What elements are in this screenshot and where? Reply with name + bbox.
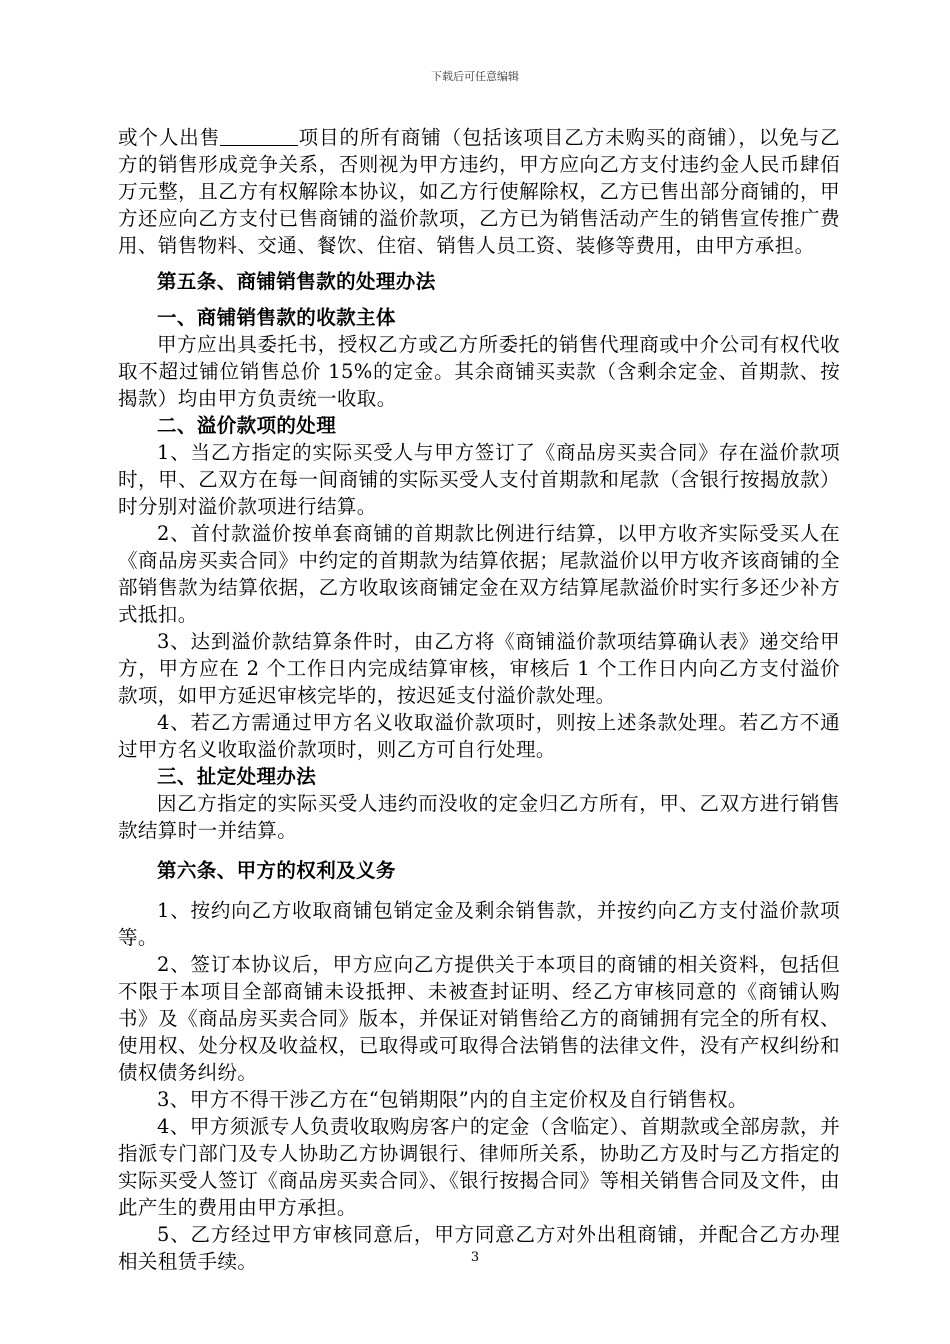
paragraph-continuation — [118, 124, 840, 259]
paragraph: 4、甲方须派专人负责收取购房客户的定金（含临定）、首期款或全部房款，并指派专门部门及专人协助乙方协调银行、律师所关系，协助乙方及时与乙方指定的实际买受人签订《商品房买卖合同》、《银行按揭合同》等相关销售合同及文件，由此产生的费用由甲方承担。 — [118, 1115, 840, 1219]
paragraph: 2、首付款溢价按单套商铺的首期款比例进行结算，以甲方收齐实际受买人在《商品房买卖合同》中约定的首期款为结算依据；尾款溢价以甲方收齐该商铺的全部销售款为结算依据，乙方收取该商铺定金在双方结算尾款溢价时实行多还少补方式抵扣。 — [118, 522, 840, 626]
paragraph: 1、当乙方指定的实际买受人与甲方签订了《商品房买卖合同》存在溢价款项时，甲、乙双方在每一间商铺的实际买受人支付首期款和尾款（含银行按揭放款）时分别对溢价款项进行结算。 — [118, 441, 840, 518]
document-body — [118, 124, 840, 1275]
fill-in-blank — [220, 127, 298, 146]
paragraph: 因乙方指定的实际买受人违约而没收的定金归乙方所有，甲、乙双方进行销售款结算时一并结算。 — [118, 792, 840, 842]
paragraph: 2、签订本协议后，甲方应向乙方提供关于本项目的商铺的相关资料，包括但不限于本项目全部商铺未设抵押、未被查封证明、经乙方审核同意的《商铺认购书》及《商品房买卖合同》版本，并保证对销售给乙方的商铺拥有完全的所有权、使用权、处分权及收益权，已取得或可取得合法销售的法律文件，没有产权纠纷和债权债务纠纷。 — [118, 953, 840, 1084]
article-heading-5: 第五条、商铺销售款的处理办法 — [157, 270, 436, 293]
paragraph-text: 项目的所有商铺（包括该项目乙方未购买的商铺），以免与乙方的销售形成竞争关系，否则视为甲方违约，甲方应向乙方支付违约金人民币肆佰万元整，且乙方有权解除本协议，如乙方行使解除权，乙方已售出部分商铺的，甲方还应向乙方支付已售商铺的溢价款项，乙方已为销售活动产生的销售宣传推广费用、销售物料、交通、餐饮、住宿、销售人员工资、装修等费用，由甲方承担。 — [118, 126, 840, 257]
paragraph: 3、达到溢价款结算条件时，由乙方将《商铺溢价款项结算确认表》递交给甲方，甲方应在 2 个工作日内完成结算审核，审核后 1 个工作日内向乙方支付溢价款项，如甲方延迟审核完毕的，按迟延支付溢价款处理。 — [118, 630, 840, 707]
paragraph: 4、若乙方需通过甲方名义收取溢价款项时，则按上述条款处理。若乙方不通过甲方名义收取溢价款项时，则乙方可自行处理。 — [118, 711, 840, 761]
section-heading-3: 三、扯定处理办法 — [157, 765, 317, 788]
paragraph: 5、乙方经过甲方审核同意后，甲方同意乙方对外出租商铺，并配合乙方办理相关租赁手续。 — [118, 1223, 840, 1273]
paragraph: 1、按约向乙方收取商铺包销定金及剩余销售款，并按约向乙方支付溢价款项等。 — [118, 899, 840, 949]
paragraph: 3、甲方不得干涉乙方在“包销期限”内的自主定价权及自行销售权。 — [157, 1088, 748, 1111]
article-heading-6: 第六条、甲方的权利及义务 — [157, 859, 396, 882]
section-heading-1: 一、商铺销售款的收款主体 — [157, 306, 396, 329]
section-heading-2: 二、溢价款项的处理 — [157, 414, 337, 437]
paragraph: 甲方应出具委托书，授权乙方或乙方所委托的销售代理商或中介公司有权代收取不超过铺位销售总价 15%的定金。其余商铺买卖款（含剩余定金、首期款、按揭款）均由甲方负责统一收取。 — [118, 333, 840, 410]
paragraph-text: 或个人出售 — [118, 126, 221, 149]
header-note: 下载后可任意编辑 — [431, 70, 519, 83]
page-number: 3 — [470, 1250, 480, 1265]
